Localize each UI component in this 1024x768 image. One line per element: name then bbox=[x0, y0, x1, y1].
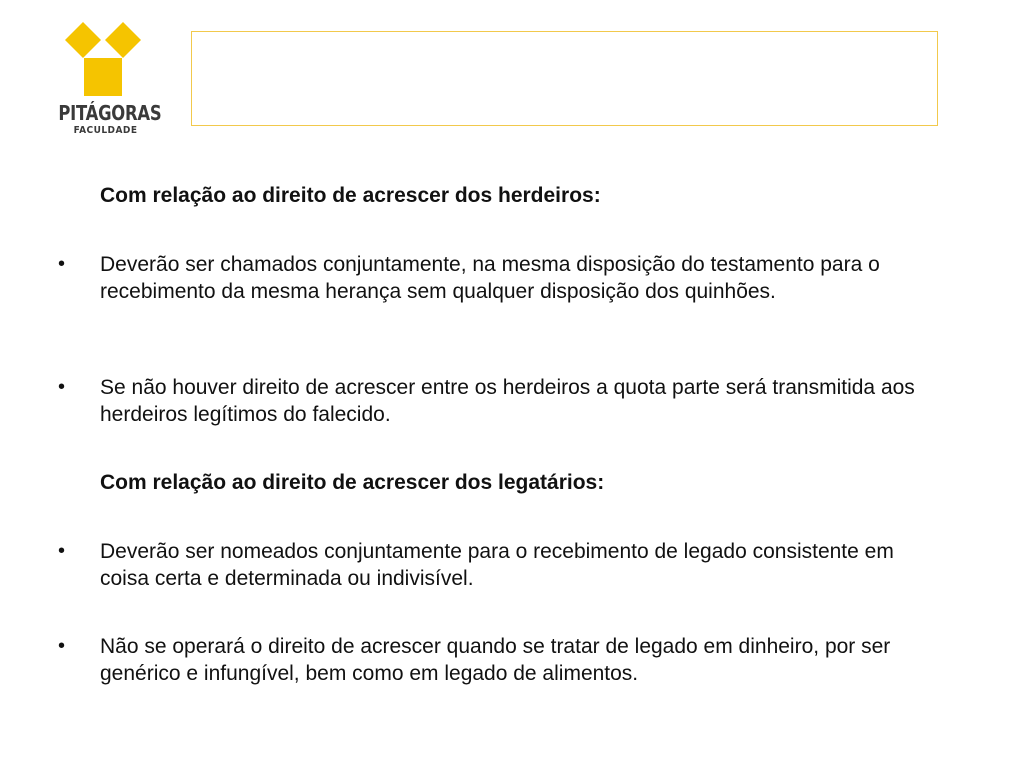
bullet-text: Se não houver direito de acrescer entre os herdeiros a quota parte será transmitida aos herdeiros legítimos do falecido. bbox=[100, 376, 915, 426]
bullet-item bbox=[58, 633, 938, 687]
bullet-dot: • bbox=[58, 540, 66, 562]
bullet-item bbox=[58, 374, 938, 428]
logo-subtitle: FACULDADE bbox=[73, 125, 138, 136]
bullet-dot: • bbox=[58, 376, 66, 398]
bullet-item bbox=[58, 538, 938, 592]
section-heading-herdeiros: Com relação ao direito de acrescer dos herdeiros: bbox=[100, 184, 601, 207]
bullet-dot: • bbox=[58, 253, 66, 275]
bullet-dot: • bbox=[58, 635, 66, 657]
bullet-text: Não se operará o direito de acrescer quando se tratar de legado em dinheiro, por ser genérico e infungível, bem como em legado de alimentos. bbox=[100, 635, 891, 685]
bullet-item bbox=[58, 251, 938, 305]
bullet-text: Deverão ser nomeados conjuntamente para o recebimento de legado consistente em coisa certa e determinada ou indivisível. bbox=[100, 540, 894, 590]
logo-wordmark: PITÁGORAS bbox=[58, 101, 162, 125]
section-heading-legatarios: Com relação ao direito de acrescer dos legatários: bbox=[100, 471, 605, 494]
bullet-text: Deverão ser chamados conjuntamente, na mesma disposição do testamento para o recebimento da mesma herança sem qualquer disposição dos quinhões. bbox=[100, 253, 880, 303]
